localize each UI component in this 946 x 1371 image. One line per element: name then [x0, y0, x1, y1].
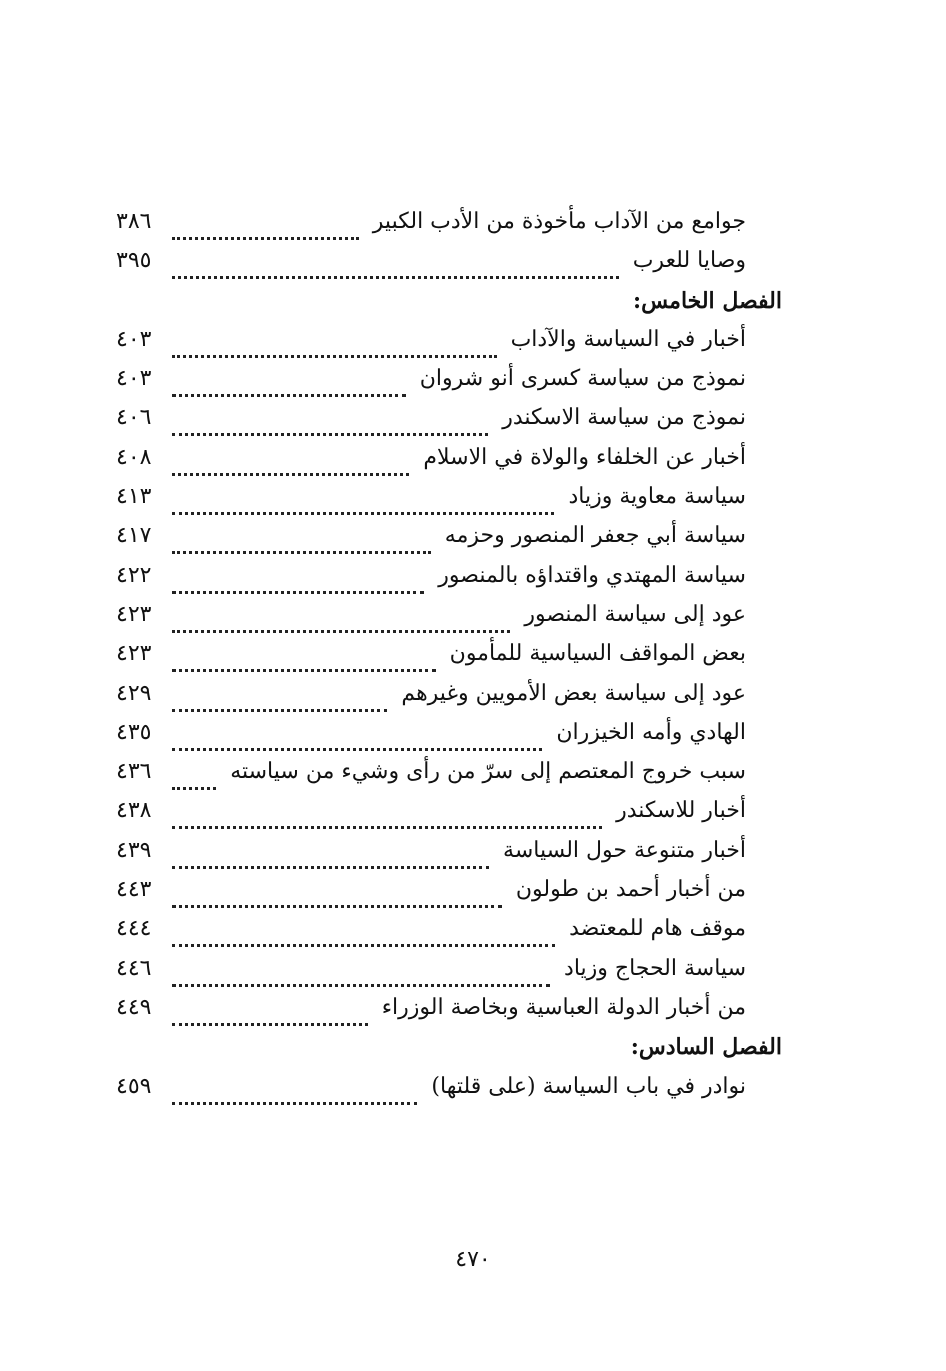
chapter-heading-title: الفصل الخامس:: [632, 287, 782, 314]
toc-entry-page: ٤٢٣: [116, 641, 152, 667]
chapter-heading-title: الفصل السادس:: [630, 1034, 782, 1061]
toc-entry-page: ٤٤٦: [116, 955, 152, 981]
dot-leader: [172, 484, 554, 515]
toc-entry-page: ٤٠٣: [116, 326, 152, 352]
toc-entry-title: سياسة معاوية وزياد: [568, 484, 746, 510]
toc-entry: [0, 360, 946, 399]
dot-leader: [172, 798, 602, 829]
dot-leader: [172, 523, 431, 554]
toc-entry: [0, 1068, 946, 1107]
dot-leader: [172, 209, 359, 240]
dot-leader: [172, 956, 550, 987]
toc-entry: [0, 399, 946, 438]
toc-entry: [0, 321, 946, 360]
dot-leader: [172, 563, 424, 594]
toc-entry-title: سياسة الحجاج وزياد: [564, 955, 746, 981]
toc-entry-page: ٤٢٢: [116, 562, 152, 588]
toc-entry: [0, 675, 946, 714]
dot-leader: [172, 720, 542, 751]
toc-entry: [0, 832, 946, 871]
toc-entry-page: ٣٩٥: [116, 248, 152, 274]
dot-leader: [172, 366, 406, 397]
toc-entry-page: ٤١٧: [116, 523, 152, 549]
chapter-heading: [0, 282, 946, 321]
toc-entry: [0, 714, 946, 753]
toc-entry-page: ٤٣٨: [116, 798, 152, 824]
dot-leader: [172, 641, 436, 672]
toc-entry-title: عود إلى سياسة المنصور: [524, 601, 746, 627]
toc-entry-page: ٤٤٩: [116, 994, 152, 1020]
toc-entry: [0, 989, 946, 1028]
dot-leader: [172, 602, 510, 633]
toc-entry-title: بعض المواقف السياسية للمأمون: [449, 641, 746, 667]
toc-entry-title: سياسة أبي جعفر المنصور وحزمه: [444, 523, 746, 549]
toc-entry: [0, 557, 946, 596]
dot-leader: [172, 681, 387, 712]
toc-entry-page: ٤٥٩: [116, 1073, 152, 1099]
toc-entry: [0, 478, 946, 517]
toc-entry: [0, 596, 946, 635]
toc-entry: [0, 950, 946, 989]
toc-entry-title: أخبار عن الخلفاء والولاة في الاسلام: [423, 444, 746, 470]
toc-entry-title: عود إلى سياسة بعض الأمويين وغيرهم: [401, 680, 746, 706]
chapter-heading: [0, 1028, 946, 1067]
dot-leader: [172, 759, 216, 790]
toc-entry: [0, 910, 946, 949]
toc-entry-page: ٤٠٨: [116, 444, 152, 470]
toc-entry: [0, 242, 946, 281]
dot-leader: [172, 995, 368, 1026]
dot-leader: [172, 405, 488, 436]
toc-entry: [0, 871, 946, 910]
dot-leader: [172, 1074, 417, 1105]
toc-entry: [0, 439, 946, 478]
toc-entry-page: ٤٠٦: [116, 405, 152, 431]
dot-leader: [172, 445, 409, 476]
toc-entry-title: نوادر في باب السياسة (على قلتها): [431, 1073, 746, 1099]
dot-leader: [172, 877, 502, 908]
toc-entry-title: الهادي وأمه الخيزران: [556, 719, 746, 745]
toc-entry-title: سبب خروج المعتصم إلى سرّ من رأى وشيء من سياسته: [230, 759, 746, 785]
toc-entry: [0, 635, 946, 674]
toc-entry-title: أخبار في السياسة والآداب: [510, 326, 746, 352]
toc-entry-page: ٤٢٣: [116, 601, 152, 627]
toc-entry-title: أخبار للاسكندر: [616, 798, 746, 824]
toc-entry-page: ٣٨٦: [116, 209, 152, 234]
dot-leader: [172, 327, 497, 358]
dot-leader: [172, 838, 489, 869]
toc-entry: [0, 517, 946, 556]
toc-entry: [0, 203, 946, 242]
toc-entry-title: من أخبار أحمد بن طولون: [515, 877, 746, 903]
toc-entry: [0, 753, 946, 792]
dot-leader: [172, 248, 619, 279]
toc-entry-title: نموذج من سياسة الاسكندر: [502, 405, 746, 431]
toc-entry-title: من أخبار الدولة العباسية وبخاصة الوزراء: [381, 994, 746, 1020]
toc-entry-page: ٤٠٣: [116, 366, 152, 392]
toc-entry-page: ٤١٣: [116, 484, 152, 510]
table-of-contents: [0, 203, 946, 1107]
toc-entry-title: جوامع من الآداب مأخوذة من الأدب الكبير: [372, 209, 746, 234]
toc-entry-title: نموذج من سياسة كسرى أنو شروان: [419, 366, 746, 392]
toc-entry-page: ٤٢٩: [116, 680, 152, 706]
toc-entry-page: ٤٤٤: [116, 916, 152, 942]
toc-entry-page: ٤٣٦: [116, 759, 152, 785]
toc-entry-title: سياسة المهتدي واقتداؤه بالمنصور: [438, 562, 746, 588]
toc-entry-title: موقف هام للمعتضد: [569, 916, 746, 942]
toc-entry-page: ٤٣٩: [116, 837, 152, 863]
toc-entry-page: ٤٣٥: [116, 719, 152, 745]
toc-entry: [0, 792, 946, 831]
toc-entry-page: ٤٤٣: [116, 877, 152, 903]
page-number: ٤٧٠: [455, 1247, 491, 1272]
toc-entry-title: أخبار متنوعة حول السياسة: [503, 837, 746, 863]
toc-entry-title: وصايا للعرب: [632, 248, 746, 274]
dot-leader: [172, 916, 555, 947]
